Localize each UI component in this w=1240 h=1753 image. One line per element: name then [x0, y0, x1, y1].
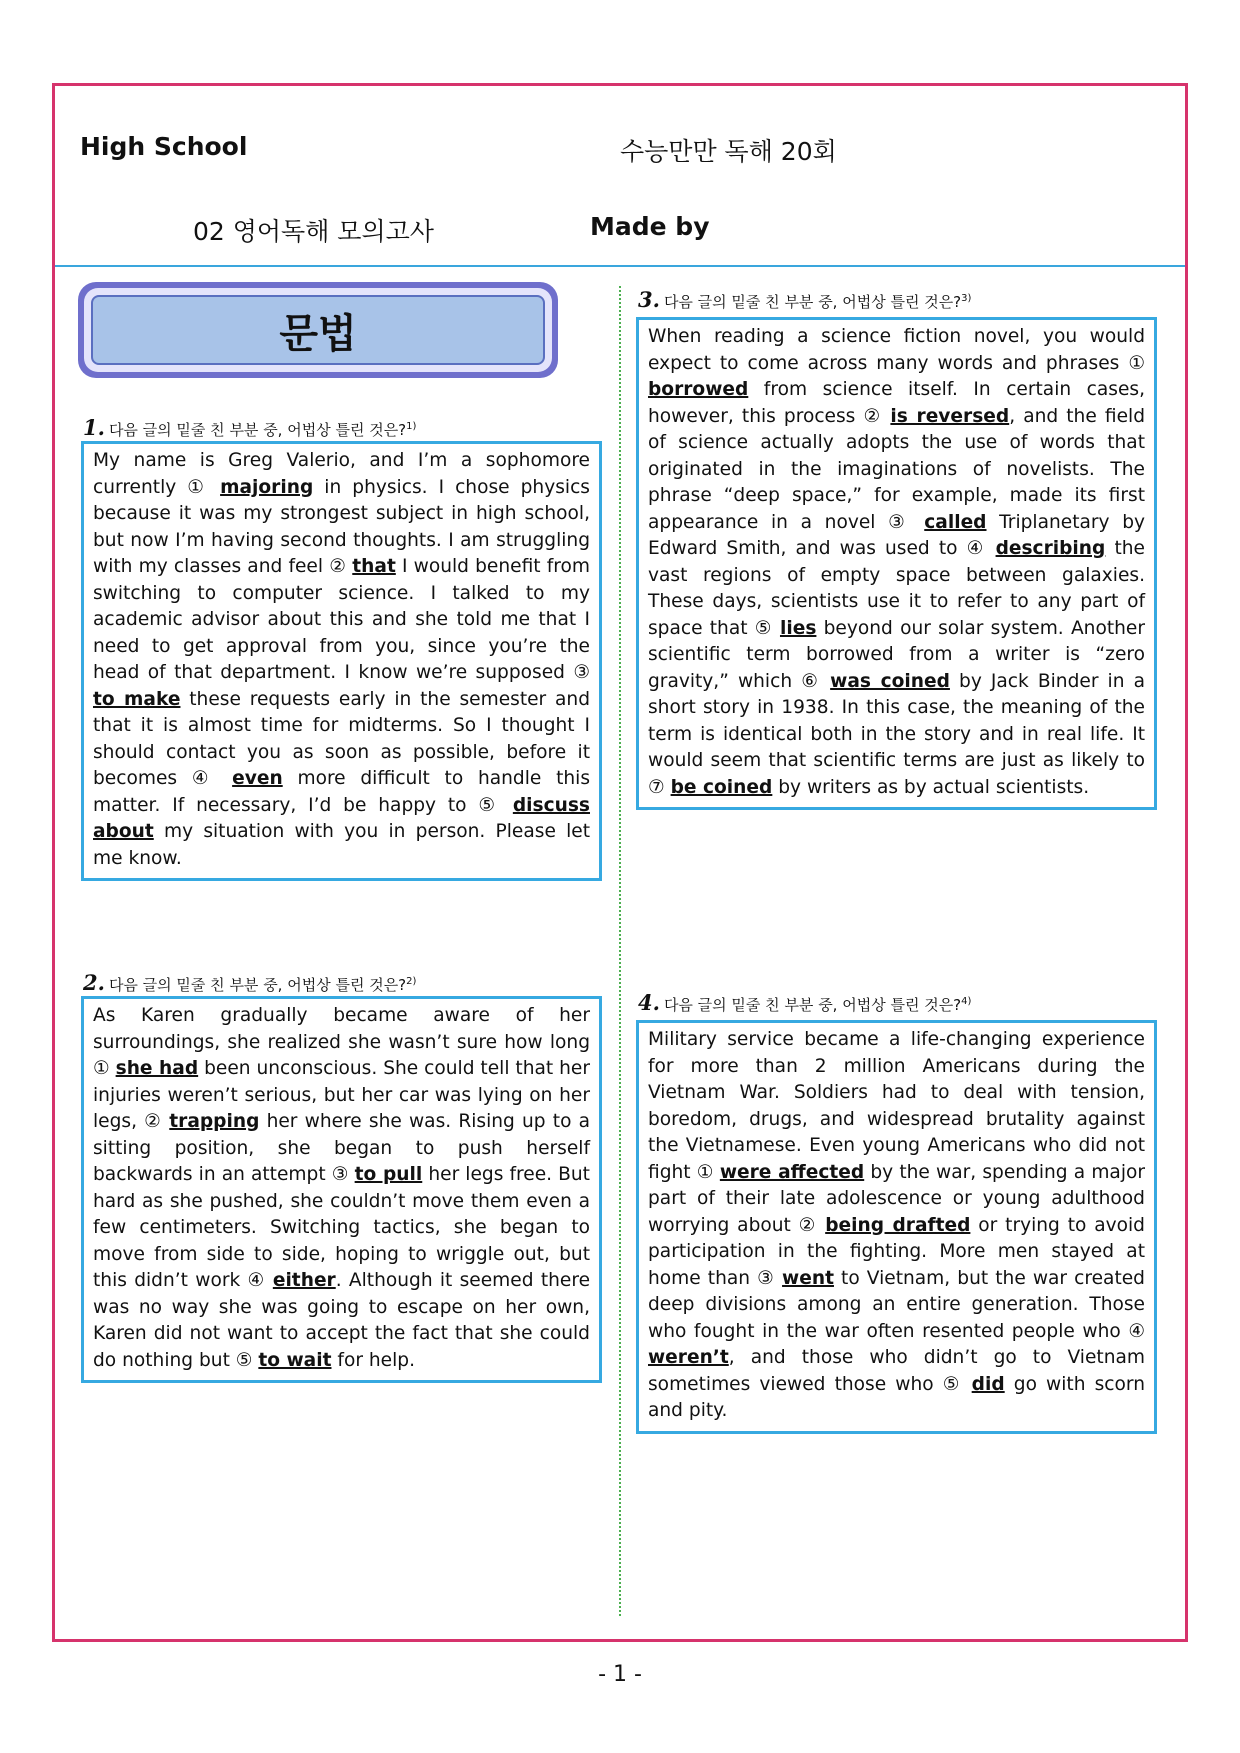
passage-text: As Karen gradually became aware of her surroundings, she realized she wasn’t sure how long ① — [93, 1005, 590, 1079]
question-heading — [83, 970, 416, 995]
question-heading — [638, 287, 971, 312]
underlined-choice: she had — [115, 1058, 199, 1079]
question-passage — [636, 1020, 1157, 1434]
passage-text: go with scorn and pity. — [648, 1373, 1145, 1421]
passage-text: Military service became a life-changing experience for more than 2 million Americans during the Vietnam War. Soldiers had to deal with tension, boredom, drugs, and widespread brutality against the Vietnamese. Even young Americans who did not fight ① — [648, 1029, 1145, 1183]
footnote-marker: 3) — [961, 293, 972, 304]
passage-text: my situation with you in person. Please let me know. — [93, 821, 590, 869]
passage-text: been unconscious. She could tell that her injuries weren’t serious, but her car was lying on her legs, ② — [93, 1058, 590, 1132]
underlined-choice: majoring — [220, 476, 314, 498]
question-prompt: 다음 글의 밑줄 친 부분 중, 어법상 틀린 것은? — [663, 293, 962, 311]
passage-text: or trying to avoid participation in the fighting. More men stayed at home than ③ — [648, 1214, 1145, 1289]
column-divider — [619, 286, 621, 1616]
question-heading — [638, 990, 971, 1015]
passage-text: My name is Greg Valerio, and I’m a sophomore currently ① — [93, 450, 590, 498]
underlined-choice: was coined — [830, 670, 950, 692]
underlined-choice: to make — [93, 688, 181, 710]
passage-text: by writers as by actual scientists. — [772, 776, 1090, 798]
underlined-choice: borrowed — [648, 379, 749, 400]
footnote-marker: 2) — [406, 976, 417, 987]
underlined-choice: either — [272, 1270, 336, 1291]
question-number: 2. — [83, 970, 105, 995]
footnote-marker: 4) — [961, 996, 972, 1007]
underlined-choice: is reversed — [890, 405, 1010, 427]
passage-text: her where she was. Rising up to a sitting position, she began to push herself backwards in an attempt ③ — [93, 1111, 590, 1185]
passage-text: her legs free. But hard as she pushed, she couldn’t move them even a few centimeters. Switching tactics, she began to move from side to side, hoping to wriggle out, but this didn’t work ④ — [93, 1164, 590, 1291]
passage-text: , and those who didn’t go to Vietnam sometimes viewed those who ⑤ — [648, 1347, 1145, 1395]
banner-title: 문법 — [91, 295, 545, 365]
passage-text: more difficult to handle this matter. If necessary, I’d be happy to ⑤ — [93, 768, 591, 816]
underlined-choice: were affected — [719, 1161, 865, 1183]
question-passage — [81, 996, 602, 1383]
question-prompt: 다음 글의 밑줄 친 부분 중, 어법상 틀린 것은? — [108, 976, 407, 994]
underlined-choice: that — [352, 556, 396, 577]
passage-text: When reading a science fiction novel, you would expect to come across many words and phrases ① — [648, 326, 1145, 374]
underlined-choice: trapping — [169, 1111, 260, 1132]
exam-title: 02 영어독해 모의고사 — [193, 217, 434, 246]
section-banner — [78, 282, 558, 378]
series-title: 수능만만 독해 20회 — [620, 137, 837, 166]
question-number: 3. — [638, 287, 660, 312]
passage-text: . Although it seemed there was no way she was going to escape on her own, Karen did not want to accept the fact that she could do nothing but ⑤ — [93, 1270, 591, 1371]
underlined-choice: to pull — [354, 1164, 423, 1185]
passage-text: from science itself. In certain cases, however, this process ② — [648, 379, 1145, 427]
underlined-choice: lies — [779, 617, 817, 639]
underlined-choice: to wait — [258, 1349, 332, 1371]
passage-text: in physics. I chose physics because it was my strongest subject in high school, but now I’m having second thoughts. I am struggling with my classes and feel ② — [93, 476, 590, 577]
passage-text: I would benefit from switching to computer science. I talked to my academic advisor about this and she told me that I need to get approval from you, since you’re the head of that department. I know we’re supposed ③ — [93, 556, 591, 683]
question-passage — [636, 317, 1157, 810]
underlined-choice: discuss about — [93, 794, 590, 842]
passage-text: for help. — [331, 1349, 415, 1371]
passage-text: the vast regions of empty space between galaxies. These days, scientists use it to refer to any part of space that ⑤ — [648, 538, 1145, 639]
underlined-choice: did — [971, 1373, 1005, 1395]
banner-border — [84, 288, 552, 372]
passage-text: Triplanetary by Edward Smith, and was used to ④ — [648, 511, 1146, 559]
footnote-marker: 1) — [406, 421, 417, 432]
page-number: - 1 - — [598, 1662, 642, 1687]
question-prompt: 다음 글의 밑줄 친 부분 중, 어법상 틀린 것은? — [663, 996, 962, 1014]
underlined-choice: even — [232, 768, 283, 789]
header-divider — [55, 265, 1185, 267]
passage-text: these requests early in the semester and that it is almost time for midterms. So I thought I should contact you as soon as possible, before it becomes ④ — [93, 688, 590, 789]
underlined-choice: called — [924, 511, 987, 533]
question-number: 1. — [83, 415, 105, 440]
underlined-choice: went — [782, 1267, 834, 1289]
underlined-choice: be coined — [670, 776, 773, 798]
passage-text: by Jack Binder in a short story in 1938. In this case, the meaning of the term is identical both in the story and in real life. It would seem that scientific terms are just as likely to ⑦ — [648, 670, 1145, 798]
question-heading — [83, 415, 416, 440]
underlined-choice: describing — [995, 538, 1106, 559]
passage-text: to Vietnam, but the war created deep divisions among an entire generation. Those who fought in the war often resented people who ④ — [648, 1267, 1145, 1342]
made-by-label: Made by — [590, 212, 710, 241]
question-prompt: 다음 글의 밑줄 친 부분 중, 어법상 틀린 것은? — [108, 421, 407, 439]
question-number: 4. — [638, 990, 660, 1015]
passage-text: , and the field of science actually adopts the use of words that originated in the imaginations of novelists. The phrase “deep space,” for example, made its first appearance in a novel ③ — [648, 405, 1145, 533]
school-label: High School — [80, 132, 248, 161]
underlined-choice: being drafted — [825, 1214, 971, 1236]
question-passage — [81, 441, 602, 881]
underlined-choice: weren’t — [648, 1347, 729, 1368]
passage-text: by the war, spending a major part of their late adolescence or young adulthood worrying about ② — [648, 1161, 1146, 1236]
passage-text: beyond our solar system. Another scientific term borrowed from a writer is “zero gravity,” which ⑥ — [648, 617, 1145, 692]
